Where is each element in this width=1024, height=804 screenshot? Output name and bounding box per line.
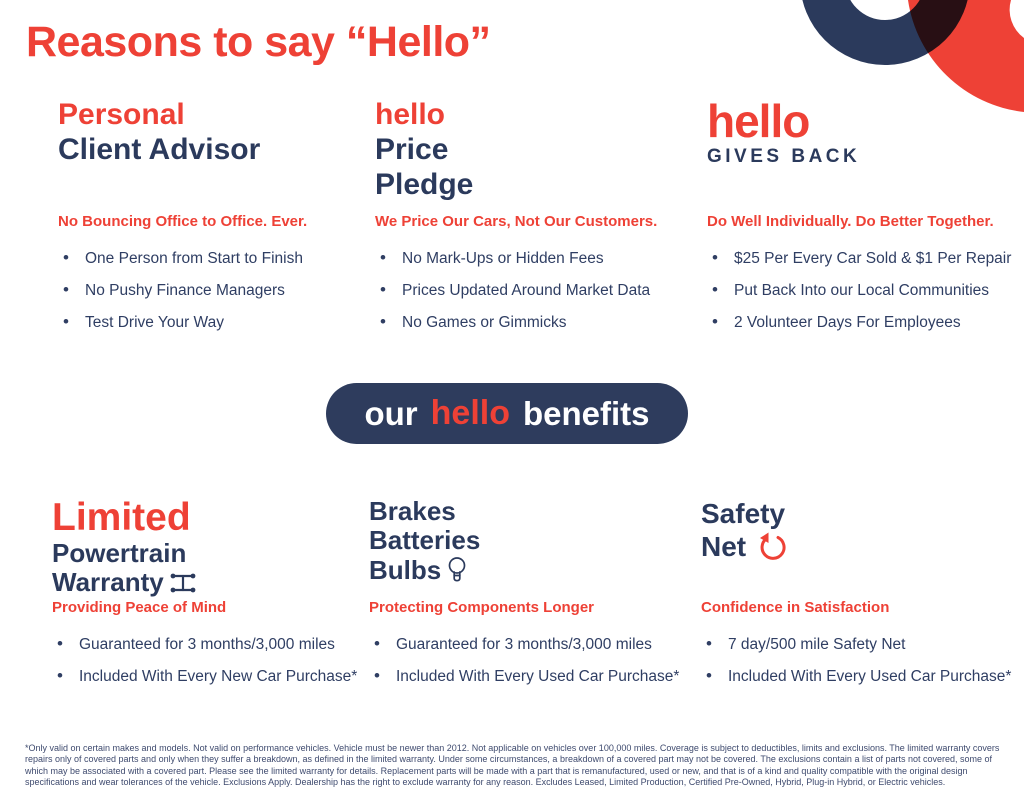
hello-wordmark: hello xyxy=(375,98,446,131)
bullet-item: • Included With Every New Car Purchase* xyxy=(52,667,369,686)
bullet-item: • $25 Per Every Car Sold & $1 Per Repair xyxy=(707,249,1024,268)
bullet-item: • Put Back Into our Local Communities xyxy=(707,281,1024,300)
bullet-list xyxy=(701,635,1020,686)
heading-line-accent: Personal xyxy=(58,98,185,131)
heading-line xyxy=(52,568,369,597)
bullet-list xyxy=(707,249,1024,332)
heading-line: GIVES BACK xyxy=(707,146,861,167)
heading-line: Batteries xyxy=(369,525,481,555)
bullet-list xyxy=(52,635,369,686)
heading-line: Price xyxy=(375,133,449,166)
heading-line-accent: Limited xyxy=(52,496,191,539)
section-heading xyxy=(707,97,1024,213)
lightbulb-icon xyxy=(445,555,469,585)
bullet-item: • Guaranteed for 3 months/3,000 miles xyxy=(52,635,369,654)
hello-wordmark: hello xyxy=(430,394,510,432)
page-title: Reasons to say “Hello” xyxy=(26,18,491,66)
heading-line: Client Advisor xyxy=(58,133,261,166)
bullet-item: • Prices Updated Around Market Data xyxy=(375,281,707,300)
heading-line xyxy=(369,555,701,585)
benefits-banner-row xyxy=(0,383,1014,444)
heading-line: Powertrain xyxy=(52,538,187,568)
bullet-item: • No Games or Gimmicks xyxy=(375,313,707,332)
tagline: Do Well Individually. Do Better Together. xyxy=(707,213,994,230)
section-heading xyxy=(52,497,369,599)
section-heading xyxy=(58,97,375,213)
disclaimer-text: *Only valid on certain makes and models. Not valid on performance vehicles. Vehicle must be newer than 2012. Not applicable on vehicles over 100,000 miles. Coverage is subject to deductibles, limits and exclusions. The limited warranty covers repairs only of covered parts and only when they suffer a breakdown, as defined in the limited warranty. Under some circumstances, a breakdown of a covered part may not be covered. The exclusions contain a list of parts not covered, some of which may be associated with a covered part. Please see the limited warranty for details. Replacement parts will be made with a part that is remanufactured, used or new, and that is of a kind and quality compatible with the original design specifications and wear tolerances of the vehicle. Exclusions Apply. Dealership has the right to exclude warranty for any reason. Excludes Leased, Limited Production, Certified Pre-Owned, Hybrid, Plug-in Hybrid, or Electric vehicles. xyxy=(25,743,1000,787)
tagline: Confidence in Satisfaction xyxy=(701,599,890,616)
bottom-benefits-row xyxy=(52,497,1020,699)
heading-line: Pledge xyxy=(375,168,474,201)
tagline: Protecting Components Longer xyxy=(369,599,594,616)
bullet-item: • 7 day/500 mile Safety Net xyxy=(701,635,1020,654)
powertrain-icon xyxy=(168,571,198,595)
heading-text: Warranty xyxy=(52,567,164,597)
section-brakes-batteries-bulbs xyxy=(369,497,701,699)
circular-arrow-icon xyxy=(756,531,788,563)
section-safety-net xyxy=(701,497,1020,699)
tagline: We Price Our Cars, Not Our Customers. xyxy=(375,213,658,230)
bullet-item: • Guaranteed for 3 months/3,000 miles xyxy=(369,635,701,654)
section-hello-gives-back xyxy=(707,97,1024,345)
tagline: Providing Peace of Mind xyxy=(52,599,227,616)
section-heading xyxy=(375,97,707,213)
section-heading xyxy=(701,497,1020,599)
section-hello-price-pledge xyxy=(375,97,707,345)
top-benefits-row xyxy=(58,97,1024,345)
heading-line: Safety xyxy=(701,498,786,529)
tagline: No Bouncing Office to Office. Ever. xyxy=(58,213,308,230)
heading-line: Brakes xyxy=(369,496,456,526)
bullet-list xyxy=(369,635,701,686)
heading-text: Net xyxy=(701,531,747,562)
section-heading xyxy=(369,497,701,599)
bullet-item: • No Mark-Ups or Hidden Fees xyxy=(375,249,707,268)
banner-text: our xyxy=(364,394,418,432)
heading-line xyxy=(701,530,1020,563)
bullet-item: • Test Drive Your Way xyxy=(58,313,375,332)
bullet-item: • One Person from Start to Finish xyxy=(58,249,375,268)
heading-text: Bulbs xyxy=(369,554,442,585)
bullet-item: • Included With Every Used Car Purchase* xyxy=(369,667,701,686)
bullet-item: • No Pushy Finance Managers xyxy=(58,281,375,300)
bullet-list xyxy=(375,249,707,332)
section-limited-powertrain-warranty xyxy=(52,497,369,699)
section-personal-client-advisor xyxy=(58,97,375,345)
banner-text: benefits xyxy=(522,394,650,432)
hello-wordmark: hello xyxy=(707,95,810,147)
benefits-banner xyxy=(326,383,687,444)
bullet-list xyxy=(58,249,375,332)
bullet-item: • Included With Every Used Car Purchase* xyxy=(701,667,1020,686)
bullet-item: • 2 Volunteer Days For Employees xyxy=(707,313,1024,332)
